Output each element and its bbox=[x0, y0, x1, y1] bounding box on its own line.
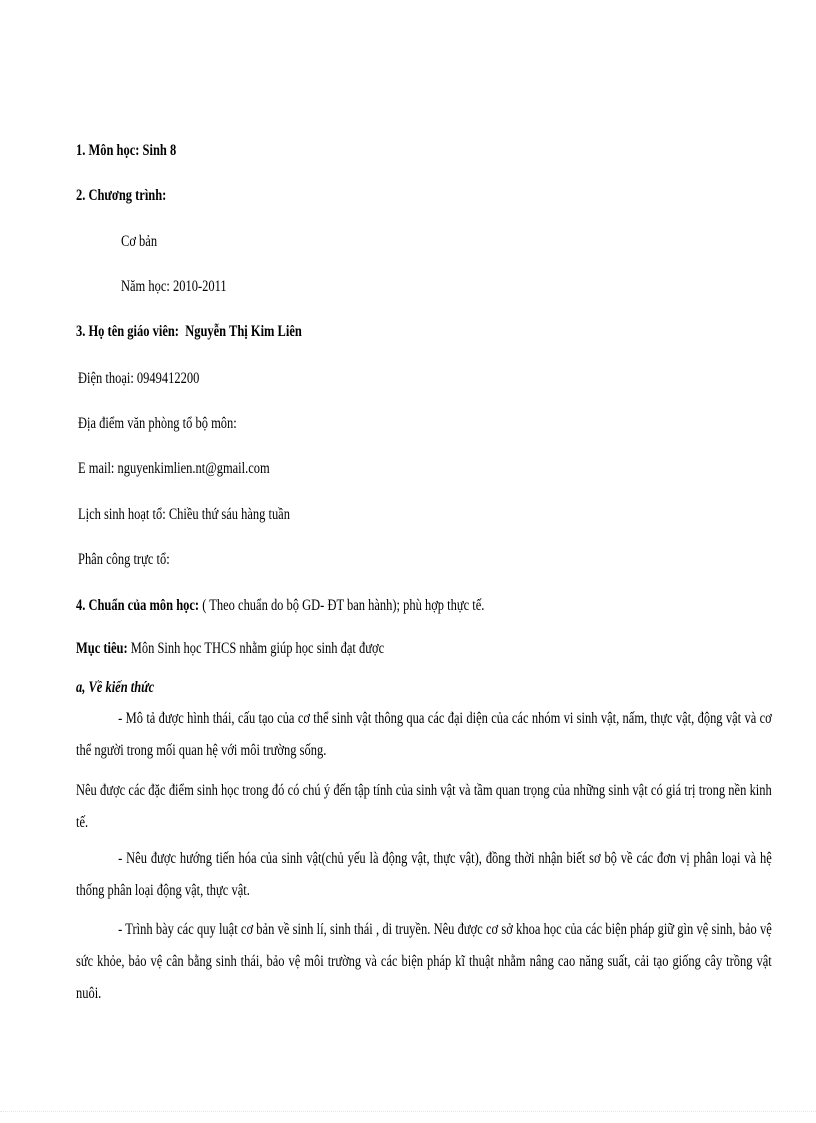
standard-text: ( Theo chuẩn do bộ GD- ĐT ban hành); phù hợp thực tế. bbox=[199, 597, 485, 614]
duty-assignment-line: Phân công trực tổ: bbox=[78, 551, 170, 568]
program-heading: 2. Chương trình: bbox=[76, 187, 167, 204]
office-location-line: Địa điểm văn phòng tổ bộ môn: bbox=[78, 415, 237, 432]
paragraph-morphology: - Mô tả được hình thái, cấu tạo của cơ thể sinh vật thông qua các đại diện của các nhóm vi sinh vật, nấm, thực vật, động vật và cơ thể người trong mối quan hệ với môi trường sống. bbox=[76, 710, 772, 759]
teacher-name: Nguyễn Thị Kim Liên bbox=[185, 323, 302, 340]
program-type: Cơ bản bbox=[121, 233, 158, 250]
knowledge-heading: a, Về kiến thức bbox=[76, 679, 155, 696]
email-line: E mail: nguyenkimlien.nt@gmail.com bbox=[78, 460, 270, 477]
phone-line: Điện thoại: 0949412200 bbox=[78, 370, 200, 387]
teacher-line bbox=[76, 321, 302, 343]
standard-label: 4. Chuẩn của môn học: bbox=[76, 597, 200, 614]
paragraph-laws: - Trình bày các quy luật cơ bản về sinh lí, sinh thái , di truyền. Nêu được cơ sở khoa học của các biện pháp giữ gìn vệ sinh, bảo vệ sức khỏe, bảo vệ cân bằng sinh thái, bảo vệ môi trường và các biện pháp kĩ thuật nhằm nâng cao năng suất, cải tạo giống cây trồng vật nuôi. bbox=[76, 921, 772, 1002]
objective-label: Mục tiêu: bbox=[76, 640, 128, 657]
subject-heading: 1. Môn học: Sinh 8 bbox=[76, 142, 177, 159]
school-year: Năm học: 2010-2011 bbox=[121, 278, 227, 295]
bottom-divider bbox=[0, 1111, 816, 1112]
standard-line bbox=[76, 595, 484, 617]
objective-line bbox=[76, 638, 384, 660]
teacher-label: 3. Họ tên giáo viên: bbox=[76, 323, 179, 340]
paragraph-evolution: - Nêu được hướng tiến hóa của sinh vật(chủ yếu là động vật, thực vật), đồng thời nhận biết sơ bộ về các đơn vị phân loại và hệ thống phân loại động vật, thực vật. bbox=[76, 850, 772, 899]
meeting-schedule-line: Lịch sinh hoạt tổ: Chiều thứ sáu hàng tuần bbox=[78, 506, 290, 523]
paragraph-biology-traits: Nêu được các đặc điểm sinh học trong đó có chú ý đến tập tính của sinh vật và tầm quan trọng của những sinh vật có giá trị trong nền kinh tế. bbox=[76, 782, 772, 831]
objective-text: Môn Sinh học THCS nhằm giúp học sinh đạt được bbox=[127, 640, 385, 657]
